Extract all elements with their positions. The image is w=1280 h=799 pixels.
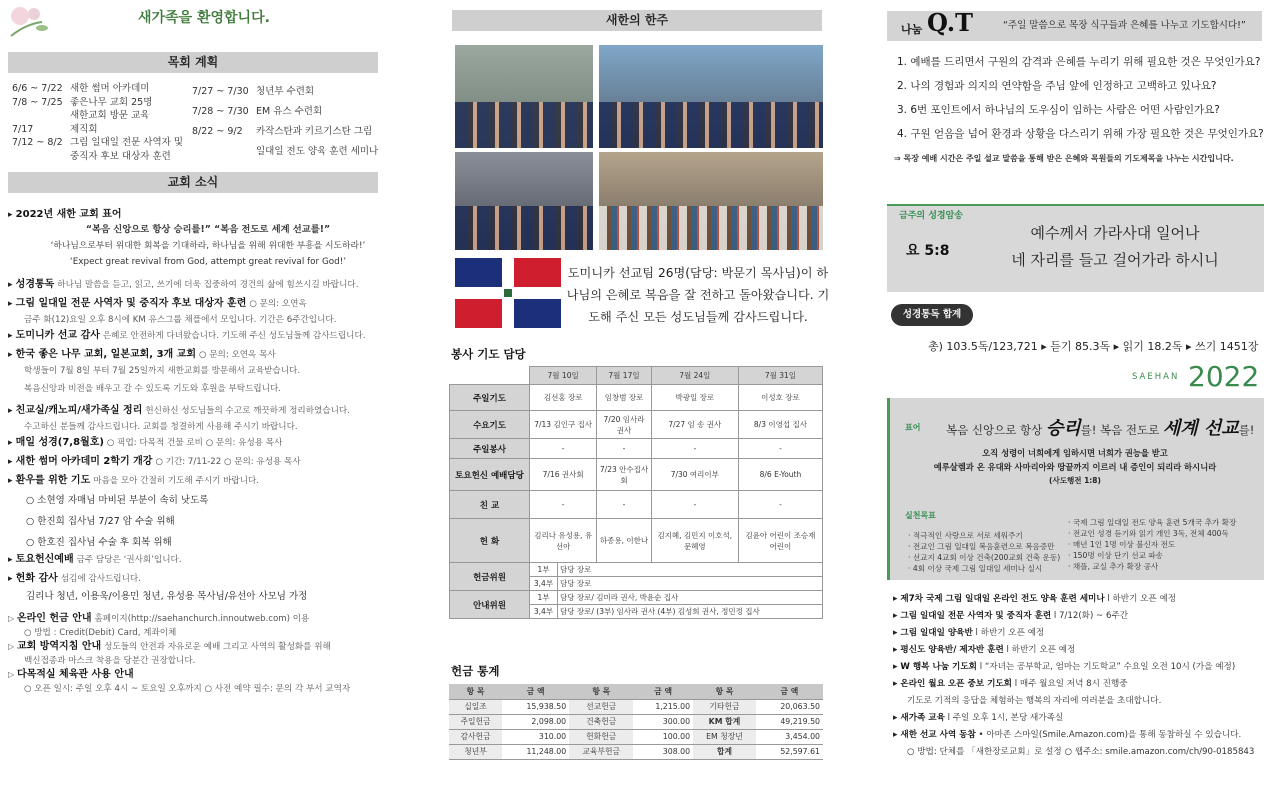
flower-decoration [6, 2, 56, 42]
list-item: 4. 구원 얻음을 넘어 환경과 상황을 다스리기 위해 가장 필요한 것은 무엇인가요? [897, 128, 1264, 140]
goals-tag: 실천목표 [905, 511, 936, 520]
stats-title: 헌금 통계 [451, 664, 500, 678]
goals-left: · 적극적인 사랑으로 서로 세워주기 · 전교인 그림 일대일 복음훈련으로 복음증만 · 선교지 4교회 이상 건축(200교회 건축 운동) · 4회 이상 국제 그림 일대일 세미나 실시 [908, 531, 1061, 573]
bible-reading-stats: 총) 103.5독/123,721 ▸ 듣기 85.3독 ▸ 읽기 18.2독 ▸ 쓰기 1451장 [928, 340, 1259, 353]
duty-title: 봉사 기도 담당 [451, 347, 526, 361]
motto-verse: 오직 성령이 너희에게 임하시면 너희가 권능을 받고 예루살렘과 온 유대와 사마리아와 땅끝까지 이르러 내 증인이 되리라 하시니라 (사도행전 1:8) [933, 448, 1217, 485]
saehan-label: SAEHAN [1132, 372, 1180, 382]
dominica-mission-text: 도미니카 선교팀 26명(담당: 박문기 목사님)이 하나님의 은혜로 복음을 잘 전하고 돌아왔습니다. 기도해 주신 모든 성도님들께 감사드립니다. [566, 266, 830, 324]
motto-tag: 표어 [905, 423, 921, 432]
schedule-left: 6/6 ~ 7/22 새한 썸머 아카데미 7/8 ~ 7/25 좋은나무 교회 25명 새한교회 방문 교육 7/17 제직회 7/12 ~ 8/2 그림 일대일 전문 사역자 및 중직자 후보 대상자 훈련 [12, 83, 184, 162]
qt-note: ⇒ 목장 예배 시간은 주일 설교 말씀을 통해 받은 은혜와 목원들의 기도제목을 나누는 시간입니다. [894, 154, 1234, 163]
ministry-news: ▸ 제7차 국제 그림 일대일 온라인 전도 양육 훈련 세미나 l 하반기 오픈 예정 ▸ 그림 일대일 전문 사역자 및 중직자 훈련 l 7/12(화) ~ 6주간 ▸ 그림 일대일 양육반 l 하반기 오픈 예정 ▸ 평신도 양육반/ 제자반 훈련 l 하반기 오픈 예정 ▸ W 행복 나눔 기도회 l “자녀는 공부학교, 엄마는 기도학교” 수요일 오전 10시 (가을 예정) ▸ 온라인 월요 오픈 중보 기도회 l 매주 월요일 저녁 8시 진행중 기도로 기적의 응답을 체험하는 행복의 자리에 여러분을 초대합니다. ▸ 새가족 교육 l 주일 오후 1시, 본당 새가족실 ▸ 새한 선교 사역 동참 • 아마존 스마일(Smile.Amazon.com)을 통해 동참하실 수 있습니다. ○ 방법: 단체를 「새한장로교회」로 설정 ○ 웹주소: smile.amazon.com/ch/90-0185843 [893, 591, 1273, 761]
memory-verse-text: 예수께서 가라사대 일어나 네 자리를 들고 걸어가라 하시니 [1011, 224, 1219, 269]
goals-right: · 국제 그림 일대일 전도 양육 훈련 5개국 추가 확장 · 전교인 성경 듣기와 읽기 개인 3독, 전체 400독 · 매년 1인 1명 이상 불신자 전도 · 150명 이상 단기 선교 파송 · 채플, 교실 추가 확장 공사 [1068, 518, 1237, 571]
list-item: 2. 나의 경험과 의지의 연약함을 주님 앞에 인정하고 고백하고 있나요? [897, 80, 1217, 92]
memory-verse-tag: 금주의 성경암송 [899, 211, 963, 221]
motto-text: 복음 신앙으로 항상 승리를! 복음 전도로 세계 선교를! [946, 418, 1255, 439]
church-news: ▸ 2022년 새한 교회 표어 “복음 신앙으로 항상 승리를!” “복음 전도로 세계 선교를!” ‘하나님으로부터 위대한 회복을 기대하라, 하나님을 위해 위대한 부흥을 시도하라!’ ‘Expect great revival from God, attempt great revival for God!’ ▸ 성경통독 하나님 말씀을 듣고, 읽고, 쓰기에 더욱 집중하여 경건의 삶에 힘쓰시길 바랍니다. ▸ 그림 일대일 전문 사역자 및 중직자 후보 대상자 훈련 ○ 문의: 오연옥 금주 화(12)요일 오후 8시에 KM 유스그룹 채플에서 모입니다. 기간은 6주간입니다. ▸ 도미니카 선교 감사 은혜로 안전하게 다녀왔습니다. 기도해 주신 성도님들께 감사드립니다. ▸ 한국 좋은 나무 교회, 일본교회, 3개 교회 ○ 문의: 오연옥 목사 학생들이 7월 8일 부터 7월 25일까지 새한교회를 방문해서 교육받습니다. 복음신앙과 비전을 배우고 갈 수 있도록 기도와 후원을 부탁드립니다. ▸ 친교실/캐노피/새가족실 정리 헌신하신 성도님들의 수고로 깨끗하게 정리하였습니다. 수고하신 분들께 감사드립니다. 교회를 청결하게 사용해 주시기 바랍니다. ▸ 매일 성경(7,8월호) ○ 픽업: 다목적 건물 로비 ○ 문의: 유성용 목사 ▸ 새한 썸머 아카데미 2학기 개강 ○ 기간: 7/11-22 ○ 문의: 유성용 목사 ▸ 환우를 위한 기도 마음을 모아 간절히 기도해 주시기 바랍니다. ○ 소현영 자매님 마비된 부분이 속히 낫도록 ○ 한진희 집사님 7/27 암 수술 위해 ○ 한호진 집사님 수술 후 회복 위해 ▸ 토요헌신예배 금주 담당은 ‘권사회’입니다. ▸ 헌화 감사 섬김에 감사드립니다. 김리나 청년, 이용욱/이용민 청년, 유성용 목사님/유선아 사모님 가정 ▷ 온라인 헌금 안내 홈페이지(http://saehanchurch.innoutweb.com) 이용 ○ 방법 : Credit(Debit) Card, 계좌이체 ▷ 교회 방역지침 안내 성도들의 안전과 자유로운 예배 그리고 사역의 활성화를 위해 백신접종과 마스크 착용을 당분간 권장합니다. ▷ 다목적실 체육관 사용 안내 ○ 오픈 일시: 주일 오후 4시 ~ 토요일 오후까지 ○ 사전 예약 필수: 문의 각 부서 교역자 [8, 208, 388, 696]
qt-title: Q.T [927, 8, 973, 37]
qt-prefix: 나눔 [901, 23, 923, 36]
dominican-flag [455, 258, 561, 328]
schedule-right: 7/27 ~ 7/30 청년부 수련회 7/28 ~ 7/30 EM 유스 수련회 8/22 ~ 9/2 카작스탄과 키르기스탄 그림 일대일 전도 양육 훈련 세미나 [192, 86, 379, 157]
list-item: 3. 6번 포인트에서 하나님의 도우심이 임하는 사람은 어떤 사람인가요? [897, 104, 1220, 116]
news-title: 교회 소식 [8, 172, 378, 193]
bible-reading-badge: 성경통독 합계 [891, 304, 973, 326]
duty-table: 7월 10일 7월 17일 7월 24일 7월 31일 주일기도 김선홍 장로 임창범 장로 박광일 장로 이성호 장로 수요기도 7/13 김인구 집사 7/20 임사라 권사 7/27 임 송 권사 8/3 이영섭 집사 주일봉사 - - - - 토요헌신 예배담당 7/16 권사회 7/23 안수집사회 7/30 여리이부 8/6 E-Youth 친 교 - - - - 헌 화 김리나 유성용, 유선아 하종용, 이한나 김지혜, 김민지 이호석, 문혜영 김윤아 어린이 조승재 어린이 헌금위원 1부 담당 장로 3,4부 담당 장로 안내위원 1부 담당 장로/ 김미라 권사, 박윤순 집사 3,4부 담당 장로/ (3부) 임사라 권사 (4부) 김성희 권사, 정민정 집사 [449, 366, 823, 619]
photo-1 [455, 45, 593, 148]
qt-questions [897, 55, 1272, 151]
photo-3 [455, 152, 593, 250]
schedule-title: 목회 계획 [8, 52, 378, 73]
welcome-title: 새가족을 환영합니다. [138, 10, 270, 26]
offering-stats-table: 항 목 금 액 항 목 금 액 항 목 금 액 십일조 15,938.50 선교헌금 1,215.00 기타헌금 20,063.50 주일헌금 2,098.00 건축헌금 300.00 KM 합계 49,219.50 감사헌금 310.00 헌화헌금 100.00 EM 청장년 3,454.00 청년부 11,248.00 교육부헌금 308.00 합계 52,597.61 [449, 684, 823, 760]
memory-verse-ref: 요 5:8 [906, 243, 950, 259]
qt-quote: “주일 말씀으로 목장 식구들과 은혜를 나누고 기도합시다!” [1003, 20, 1246, 31]
photos-title: 새한의 한주 [452, 10, 822, 31]
list-item: 1. 예배를 드리면서 구원의 감격과 은혜를 누리기 위해 필요한 것은 무엇인가요? [897, 56, 1261, 68]
year-label: 2022 [1188, 360, 1260, 393]
photo-4 [599, 152, 823, 250]
photo-2 [599, 45, 823, 148]
